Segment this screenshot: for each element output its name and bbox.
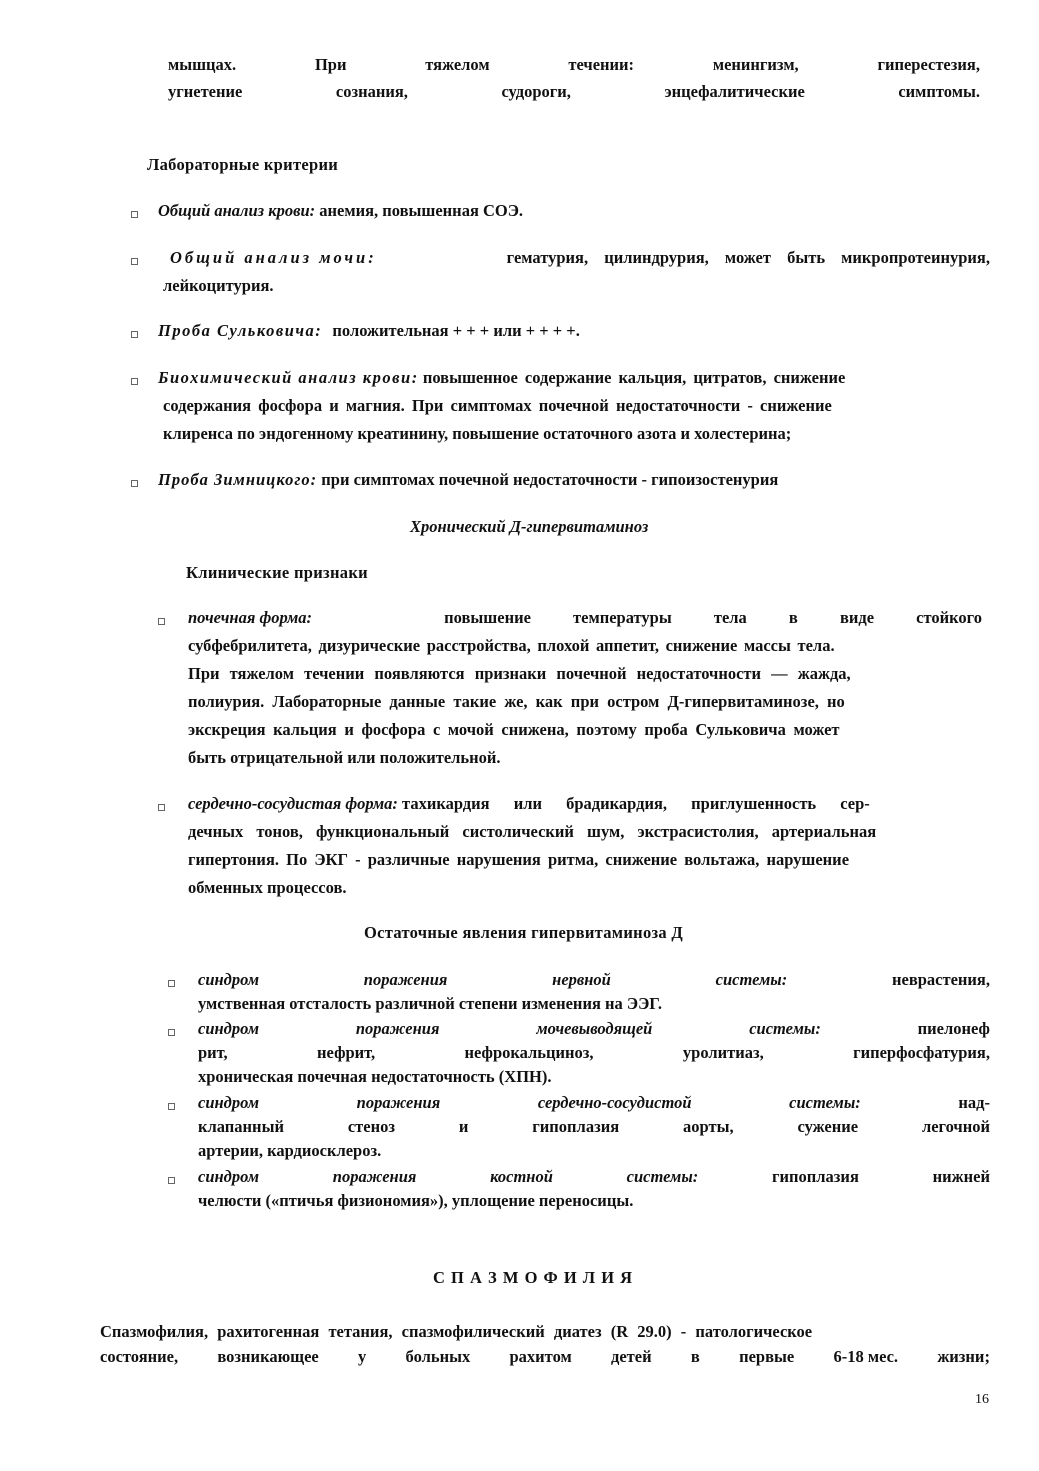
cardio-label: сердечно-сосудистая форма:: [188, 794, 398, 813]
word: угнетение: [168, 82, 243, 101]
residual-item-1: [198, 970, 990, 990]
word: состояние,: [100, 1347, 179, 1366]
spasmo-line-1: Спазмофилия, рахитогенная тетания, спазмофилический диатез (R 29.0) - патологическое: [100, 1322, 813, 1341]
word: в: [690, 1347, 700, 1366]
bullet-icon: [131, 258, 138, 265]
word: нижней: [932, 1167, 990, 1186]
word: системы:: [749, 1019, 821, 1038]
renal-line-3: При тяжелом течении появляются признаки почечной недостаточности — жажда,: [188, 664, 851, 683]
word: легочной: [921, 1117, 990, 1136]
word: рит,: [198, 1043, 228, 1062]
word: судороги,: [501, 82, 571, 101]
word: синдром: [198, 1093, 260, 1112]
word: детей: [611, 1347, 652, 1366]
word: нефрокальциноз,: [464, 1043, 594, 1062]
word: При: [314, 55, 347, 74]
word: синдром: [198, 1167, 260, 1186]
bullet-icon: [168, 1177, 175, 1184]
word: гиперфосфатурия,: [853, 1043, 990, 1062]
word: стеноз: [347, 1117, 395, 1136]
bullet-icon: [158, 804, 165, 811]
word: сужение: [797, 1117, 859, 1136]
residual-heading: Остаточные явления гипервитаминоза Д: [364, 923, 684, 942]
word: сердечно-сосудистой: [537, 1093, 692, 1112]
word: нервной: [552, 970, 611, 989]
cardio-text: тахикардия или брадикардия, приглушенность сер-: [402, 794, 870, 813]
residual-item-4: [198, 1167, 990, 1187]
lab-item-text: анемия, повышенная СОЭ.: [319, 201, 524, 220]
residual-item-1-cont: умственная отсталость различной степени изменения на ЭЭГ.: [198, 994, 663, 1013]
lab-item-text: гематурия, цилиндрурия, может быть микропротеинурия,: [506, 248, 990, 267]
word: неврастения,: [892, 970, 990, 989]
lab-item-1: [158, 201, 523, 221]
renal-line-2: субфебрилитета, дизурические расстройства, плохой аппетит, снижение массы тела.: [188, 636, 835, 655]
residual-item-2-cont: [198, 1043, 990, 1063]
word: 6-18 мес.: [833, 1347, 899, 1366]
cardio-line-2: дечных тонов, функциональный систолический шум, экстрасистолия, артериальная: [188, 822, 877, 841]
word: гипоплазия: [532, 1117, 620, 1136]
word: мышцах.: [168, 55, 237, 74]
lab-item-label: Общий анализ мочи:: [170, 248, 377, 267]
word: мочевыводящей: [536, 1019, 653, 1038]
word: пиелонеф: [917, 1019, 990, 1038]
top-line-1: [168, 55, 980, 75]
renal-line-1: [188, 608, 982, 628]
bullet-icon: [168, 1103, 175, 1110]
word: синдром: [198, 970, 260, 989]
cardio-line-1: [188, 794, 870, 814]
lab-item-label: Биохимический анализ крови:: [158, 368, 419, 387]
lab-item-2-cont: лейкоцитурия.: [163, 276, 274, 295]
lab-item-4: [158, 368, 845, 388]
lab-item-text: при симптомах почечной недостаточности - гипоизостенурия: [321, 470, 779, 489]
lab-item-3: [158, 321, 580, 341]
word: рахитом: [509, 1347, 572, 1366]
cardio-line-4: обменных процессов.: [188, 878, 347, 897]
lab-item-4-cont-2: клиренса по эндогенному креатинину, повышение остаточного азота и холестерина;: [163, 424, 792, 443]
bullet-icon: [131, 211, 138, 218]
bullet-icon: [131, 480, 138, 487]
lab-item-text: повышенное содержание кальция, цитратов, снижение: [422, 368, 846, 387]
word: первые: [739, 1347, 795, 1366]
lab-item-2: [170, 248, 990, 268]
chronic-title: Хронический Д-гипервитаминоз: [410, 517, 649, 536]
word: уролитиаз,: [682, 1043, 764, 1062]
word: и: [458, 1117, 469, 1136]
cardio-line-3: гипертония. По ЭКГ - различные нарушения ритма, снижение вольтажа, нарушение: [188, 850, 850, 869]
word: поражения: [356, 1093, 441, 1112]
renal-line-5: экскреция кальция и фосфора с мочой снижена, поэтому проба Сульковича может: [188, 720, 840, 739]
lab-item-4-cont-1: содержания фосфора и магния. При симптомах почечной недостаточности - снижение: [163, 396, 832, 415]
residual-item-3-cont: [198, 1117, 990, 1137]
word: поражения: [332, 1167, 417, 1186]
renal-line-4: полиурия. Лабораторные данные такие же, как при остром Д-гипервитаминозе, но: [188, 692, 845, 711]
residual-item-3: [198, 1093, 990, 1113]
spasmo-line-2: [100, 1347, 990, 1367]
word: тяжелом: [425, 55, 490, 74]
lab-item-label: Проба Зимницкого:: [158, 470, 318, 489]
word: поражения: [355, 1019, 440, 1038]
clinical-heading: Клинические признаки: [186, 563, 368, 582]
word: возникающее: [217, 1347, 319, 1366]
lab-item-label: Проба Сульковича:: [158, 321, 323, 340]
page-number: 16: [975, 1392, 989, 1407]
lab-item-label: Общий анализ крови:: [158, 201, 316, 220]
residual-item-2-cont-2: хроническая почечная недостаточность (ХПН).: [198, 1067, 552, 1086]
word: энцефалитические: [664, 82, 805, 101]
lab-heading: Лабораторные критерии: [147, 155, 339, 174]
renal-text: повышение температуры тела в виде стойкого: [444, 608, 982, 627]
word: течении:: [568, 55, 635, 74]
bullet-icon: [168, 1029, 175, 1036]
spasmo-title: С П А З М О Ф И Л И Я: [433, 1268, 634, 1287]
residual-item-3-cont-2: артерии, кардиосклероз.: [198, 1141, 382, 1160]
residual-item-4-cont: челюсти («птичья физиономия»), уплощение переносицы.: [198, 1191, 634, 1210]
word: гипоплазия: [772, 1167, 859, 1186]
bullet-icon: [158, 618, 165, 625]
word: симптомы.: [898, 82, 980, 101]
word: больных: [405, 1347, 471, 1366]
word: у: [358, 1347, 367, 1366]
word: костной: [490, 1167, 553, 1186]
lab-item-text: положительная + + + или + + + +.: [332, 321, 580, 340]
renal-label: почечная форма:: [188, 608, 312, 627]
word: нефрит,: [317, 1043, 376, 1062]
word: сознания,: [335, 82, 408, 101]
word: синдром: [198, 1019, 260, 1038]
word: системы:: [715, 970, 788, 989]
word: над-: [958, 1093, 990, 1112]
word: клапанный: [198, 1117, 284, 1136]
word: поражения: [363, 970, 448, 989]
word: системы:: [626, 1167, 699, 1186]
lab-item-5: [158, 470, 778, 490]
bullet-icon: [168, 980, 175, 987]
residual-item-2: [198, 1019, 990, 1039]
bullet-icon: [131, 378, 138, 385]
word: менингизм,: [712, 55, 799, 74]
word: системы:: [789, 1093, 861, 1112]
renal-line-6: быть отрицательной или положительной.: [188, 748, 501, 767]
word: аорты,: [683, 1117, 734, 1136]
word: жизни;: [937, 1347, 990, 1366]
word: гиперестезия,: [877, 55, 980, 74]
bullet-icon: [131, 331, 138, 338]
top-line-2: [168, 82, 980, 102]
